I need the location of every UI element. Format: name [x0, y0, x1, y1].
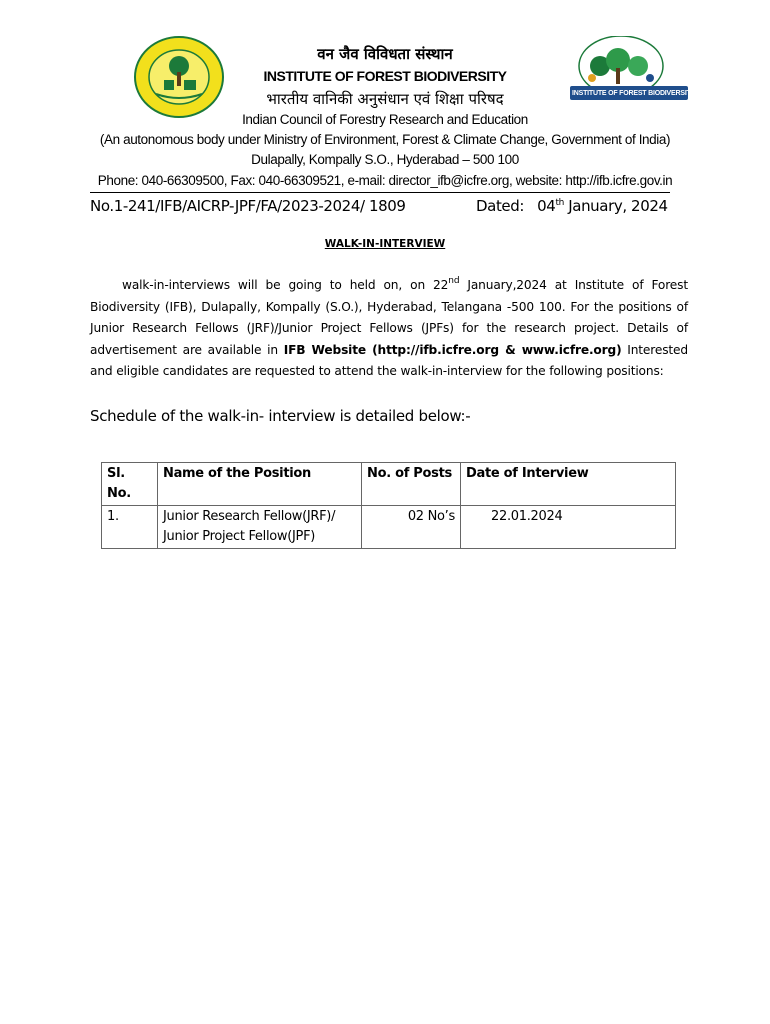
address-line: Dulapally, Kompally S.O., Hyderabad – 500 100: [251, 152, 519, 167]
para-part-b: January,2024 at Institute of Forest Biodiversity (IFB), Dulapally, Kompally (S.O.), Hyderabad, Telangana -500 100. For the positions of Junior Research Fellows (JRF)/Junior Project Fellows (JPFs) for the research project. Details of advertisement are available in: [90, 278, 688, 357]
table-header-row: [102, 463, 676, 506]
header-divider: [90, 192, 670, 193]
para-part-c: Interested and eligible candidates are requested to attend the walk-in-interview for the following positions:: [90, 342, 688, 379]
autonomous-body-note: (An autonomous body under Ministry of Environment, Forest & Climate Change, Government of India): [99, 132, 671, 147]
notice-title: WALK-IN-INTERVIEW: [324, 238, 446, 250]
contact-line: Phone: 040-66309500, Fax: 040-66309521, e-mail: director_ifb@icfre.org, website: http://ifb.icfre.gov.in: [97, 173, 673, 188]
dated-label: Dated:: [476, 197, 525, 215]
position-line-2: Junior Project Fellow(JPF): [163, 529, 316, 544]
reference-number: No.1-241/IFB/AICRP-JPF/FA/2023-2024/ 1809: [90, 197, 406, 215]
table-row: [102, 506, 676, 549]
date-value: 22.01.2024: [491, 509, 563, 524]
header-date: Date of Interview: [461, 463, 676, 506]
header-position: Name of the Position: [158, 463, 362, 506]
notice-paragraph: [90, 275, 688, 383]
cell-sl-no: 1.: [102, 506, 158, 549]
dated-month-year: January, 2024: [568, 197, 668, 215]
cell-date: [461, 506, 676, 549]
header-sl-no: Sl. No.: [102, 463, 158, 506]
dated-day-suffix: th: [555, 198, 564, 208]
para-website: IFB Website (http://ifb.icfre.org & www.icfre.org): [283, 342, 622, 357]
cell-position: [158, 506, 362, 549]
position-line-1: Junior Research Fellow(JRF)/: [163, 509, 336, 524]
schedule-heading: Schedule of the walk-in- interview is detailed below:-: [90, 407, 471, 425]
header-posts: No. of Posts: [362, 463, 461, 506]
hindi-council-name: भारतीय वानिकी अनुसंधान एवं शिक्षा परिषद: [266, 90, 504, 108]
schedule-table: [101, 462, 676, 549]
cell-posts: 02 No’s: [362, 506, 461, 549]
para-part-a: walk-in-interviews will be going to held on, on 22: [122, 278, 449, 292]
hindi-institute-name: वन जैव विविधता संस्थान: [317, 45, 453, 63]
institute-name: INSTITUTE OF FOREST BIODIVERSITY: [263, 68, 507, 84]
para-sup: nd: [448, 276, 460, 286]
council-name: Indian Council of Forestry Research and Education: [242, 112, 528, 127]
dated-day: 04: [537, 197, 556, 215]
dated-line: [476, 197, 668, 215]
ifb-logo-banner-text: INSTITUTE OF FOREST BIODIVERSITY: [572, 90, 696, 97]
